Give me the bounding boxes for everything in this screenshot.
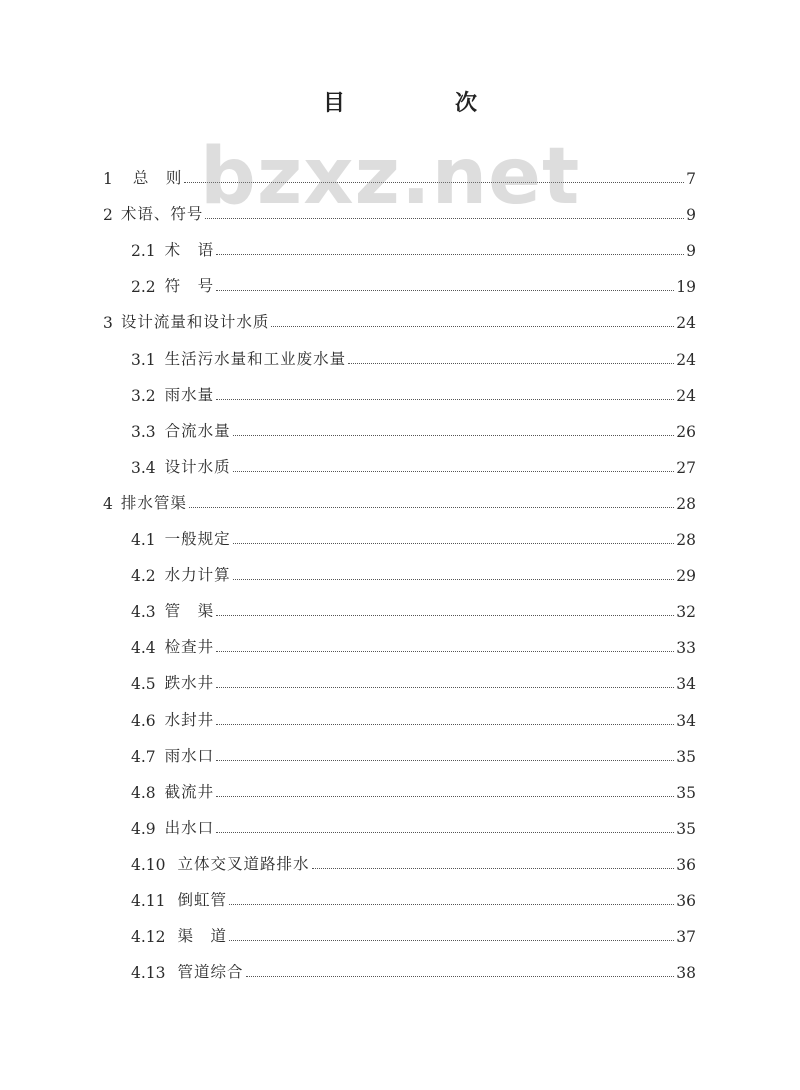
toc-entry[interactable] — [131, 559, 696, 585]
dot-leader — [216, 759, 674, 761]
toc-entry-number: 4 — [103, 494, 113, 513]
toc-entry-number: 3.2 — [131, 386, 156, 405]
toc-entry-page: 9 — [686, 206, 696, 225]
toc-entry[interactable] — [131, 451, 696, 477]
toc-entry-page: 24 — [676, 386, 696, 405]
dot-leader — [205, 217, 684, 219]
toc-entry-label: 水封井 — [164, 710, 215, 729]
toc-entry-label: 倒虹管 — [177, 891, 228, 909]
toc-entry-page: 19 — [676, 278, 696, 297]
toc-entry[interactable] — [131, 920, 696, 946]
toc-entry[interactable] — [131, 343, 696, 369]
dot-leader — [233, 578, 675, 580]
toc-entry[interactable] — [103, 306, 696, 332]
toc-entry-number: 4.2 — [131, 567, 156, 586]
toc-entry-label: 一般规定 — [164, 530, 231, 548]
dot-leader — [216, 289, 674, 291]
toc-entry[interactable] — [131, 270, 696, 296]
toc-entry-label: 管 渠 — [164, 602, 215, 621]
toc-entry[interactable] — [131, 848, 696, 874]
toc-entry[interactable] — [131, 776, 696, 802]
toc-entry-page: 36 — [676, 855, 696, 874]
toc-entry-page: 36 — [676, 892, 696, 910]
toc-entry-label: 跌水井 — [164, 674, 215, 693]
dot-leader — [216, 723, 674, 725]
toc-entry-number: 4.4 — [131, 639, 156, 658]
toc-entry-page: 35 — [676, 747, 696, 766]
toc-entry-number: 4.13 — [131, 964, 166, 983]
toc-entry-number: 3.3 — [131, 422, 156, 441]
toc-entry-page: 35 — [676, 819, 696, 838]
toc-entry-page: 7 — [686, 170, 696, 188]
toc-entry-page: 9 — [686, 242, 696, 261]
toc-entry-label: 设计流量和设计水质 — [120, 313, 270, 332]
toc-entry-number: 1 — [103, 170, 113, 188]
toc-entry-label: 设计水质 — [164, 457, 231, 476]
toc-entry-page: 24 — [676, 314, 696, 333]
toc-entry-number: 4.9 — [131, 819, 156, 838]
dot-leader — [216, 686, 674, 688]
toc-entry-page: 34 — [676, 711, 696, 730]
toc-entry-page: 24 — [676, 350, 696, 369]
toc-entry-number: 3.1 — [131, 350, 156, 369]
toc-entry-label: 符 号 — [164, 277, 215, 296]
toc-entry[interactable] — [131, 812, 696, 838]
toc-entry-number: 3.4 — [131, 458, 156, 477]
toc-entry-number: 4.7 — [131, 747, 156, 766]
dot-leader — [184, 181, 684, 183]
toc-entry-label: 出水口 — [164, 818, 215, 837]
dot-leader — [246, 975, 675, 977]
toc-entry[interactable] — [131, 667, 696, 693]
toc-entry-page: 29 — [676, 567, 696, 586]
watermark: bzxz.net — [200, 132, 581, 222]
dot-leader — [233, 470, 675, 472]
dot-leader — [348, 362, 674, 364]
toc-entry-number: 2 — [103, 206, 113, 225]
toc-entry[interactable] — [131, 956, 696, 982]
dot-leader — [233, 542, 675, 544]
dot-leader — [229, 939, 674, 941]
toc-entry[interactable] — [131, 595, 696, 621]
toc-entry-label: 术 语 — [164, 241, 215, 260]
dot-leader — [216, 795, 674, 797]
toc-entry-page: 35 — [676, 783, 696, 802]
toc-entry[interactable] — [103, 198, 696, 224]
toc-entry-page: 32 — [676, 603, 696, 622]
dot-leader — [312, 867, 675, 869]
toc-entry-number: 4.12 — [131, 928, 166, 947]
toc-entry-page: 34 — [676, 675, 696, 694]
toc-entry-label: 排水管渠 — [120, 493, 187, 512]
toc-entry[interactable] — [131, 631, 696, 657]
toc-entry-number: 2.1 — [131, 242, 156, 261]
toc-entry-number: 4.6 — [131, 711, 156, 730]
toc-entry-page: 28 — [676, 531, 696, 549]
toc-entry[interactable] — [103, 487, 696, 513]
toc-entry-page: 38 — [676, 964, 696, 983]
toc-entry-label: 术语、符号 — [120, 205, 204, 224]
toc-entry[interactable] — [131, 704, 696, 730]
toc-entry[interactable] — [131, 234, 696, 260]
toc-entry-page: 33 — [676, 639, 696, 658]
page-title: 目 次 — [322, 91, 521, 116]
toc-entry-number: 3 — [103, 314, 113, 333]
toc-entry-number: 4.8 — [131, 783, 156, 802]
toc-entry-label: 检查井 — [164, 638, 215, 657]
toc-entry-label: 立体交叉道路排水 — [177, 854, 310, 873]
toc-entry-page: 37 — [676, 928, 696, 947]
toc-entry-number: 4.5 — [131, 675, 156, 694]
dot-leader — [216, 398, 674, 400]
dot-leader — [233, 434, 675, 436]
toc-entry-number: 4.10 — [131, 855, 166, 874]
toc-entry-number: 4.3 — [131, 603, 156, 622]
toc-entry-label: 生活污水量和工业废水量 — [164, 349, 347, 368]
toc-entry-label: 渠 道 — [177, 927, 228, 946]
toc-entry[interactable] — [131, 379, 696, 405]
toc-entry[interactable] — [131, 740, 696, 766]
toc-entry-label: 截流井 — [164, 782, 215, 801]
dot-leader — [216, 650, 674, 652]
toc-entry-label: 管道综合 — [177, 963, 244, 982]
toc-entry-label: 雨水量 — [164, 385, 215, 404]
toc-entry-page: 28 — [676, 494, 696, 513]
dot-leader — [216, 253, 684, 255]
toc-entry-label: 总 则 — [132, 169, 183, 187]
toc-entry[interactable] — [103, 162, 696, 188]
toc-entry[interactable] — [131, 884, 696, 910]
toc-entry-page: 27 — [676, 458, 696, 477]
dot-leader — [271, 325, 674, 327]
dot-leader — [189, 506, 674, 508]
dot-leader — [229, 903, 674, 905]
dot-leader — [216, 614, 674, 616]
toc-entry-page: 26 — [676, 422, 696, 441]
dot-leader — [216, 831, 674, 833]
toc-entry-number: 4.1 — [131, 531, 156, 549]
toc-entry-label: 雨水口 — [164, 746, 215, 765]
toc-entry[interactable] — [131, 415, 696, 441]
toc-entry-number: 2.2 — [131, 278, 156, 297]
toc-entry[interactable] — [131, 523, 696, 549]
toc-entry-label: 合流水量 — [164, 421, 231, 440]
toc-entry-label: 水力计算 — [164, 566, 231, 585]
toc-entry-number: 4.11 — [131, 892, 166, 910]
